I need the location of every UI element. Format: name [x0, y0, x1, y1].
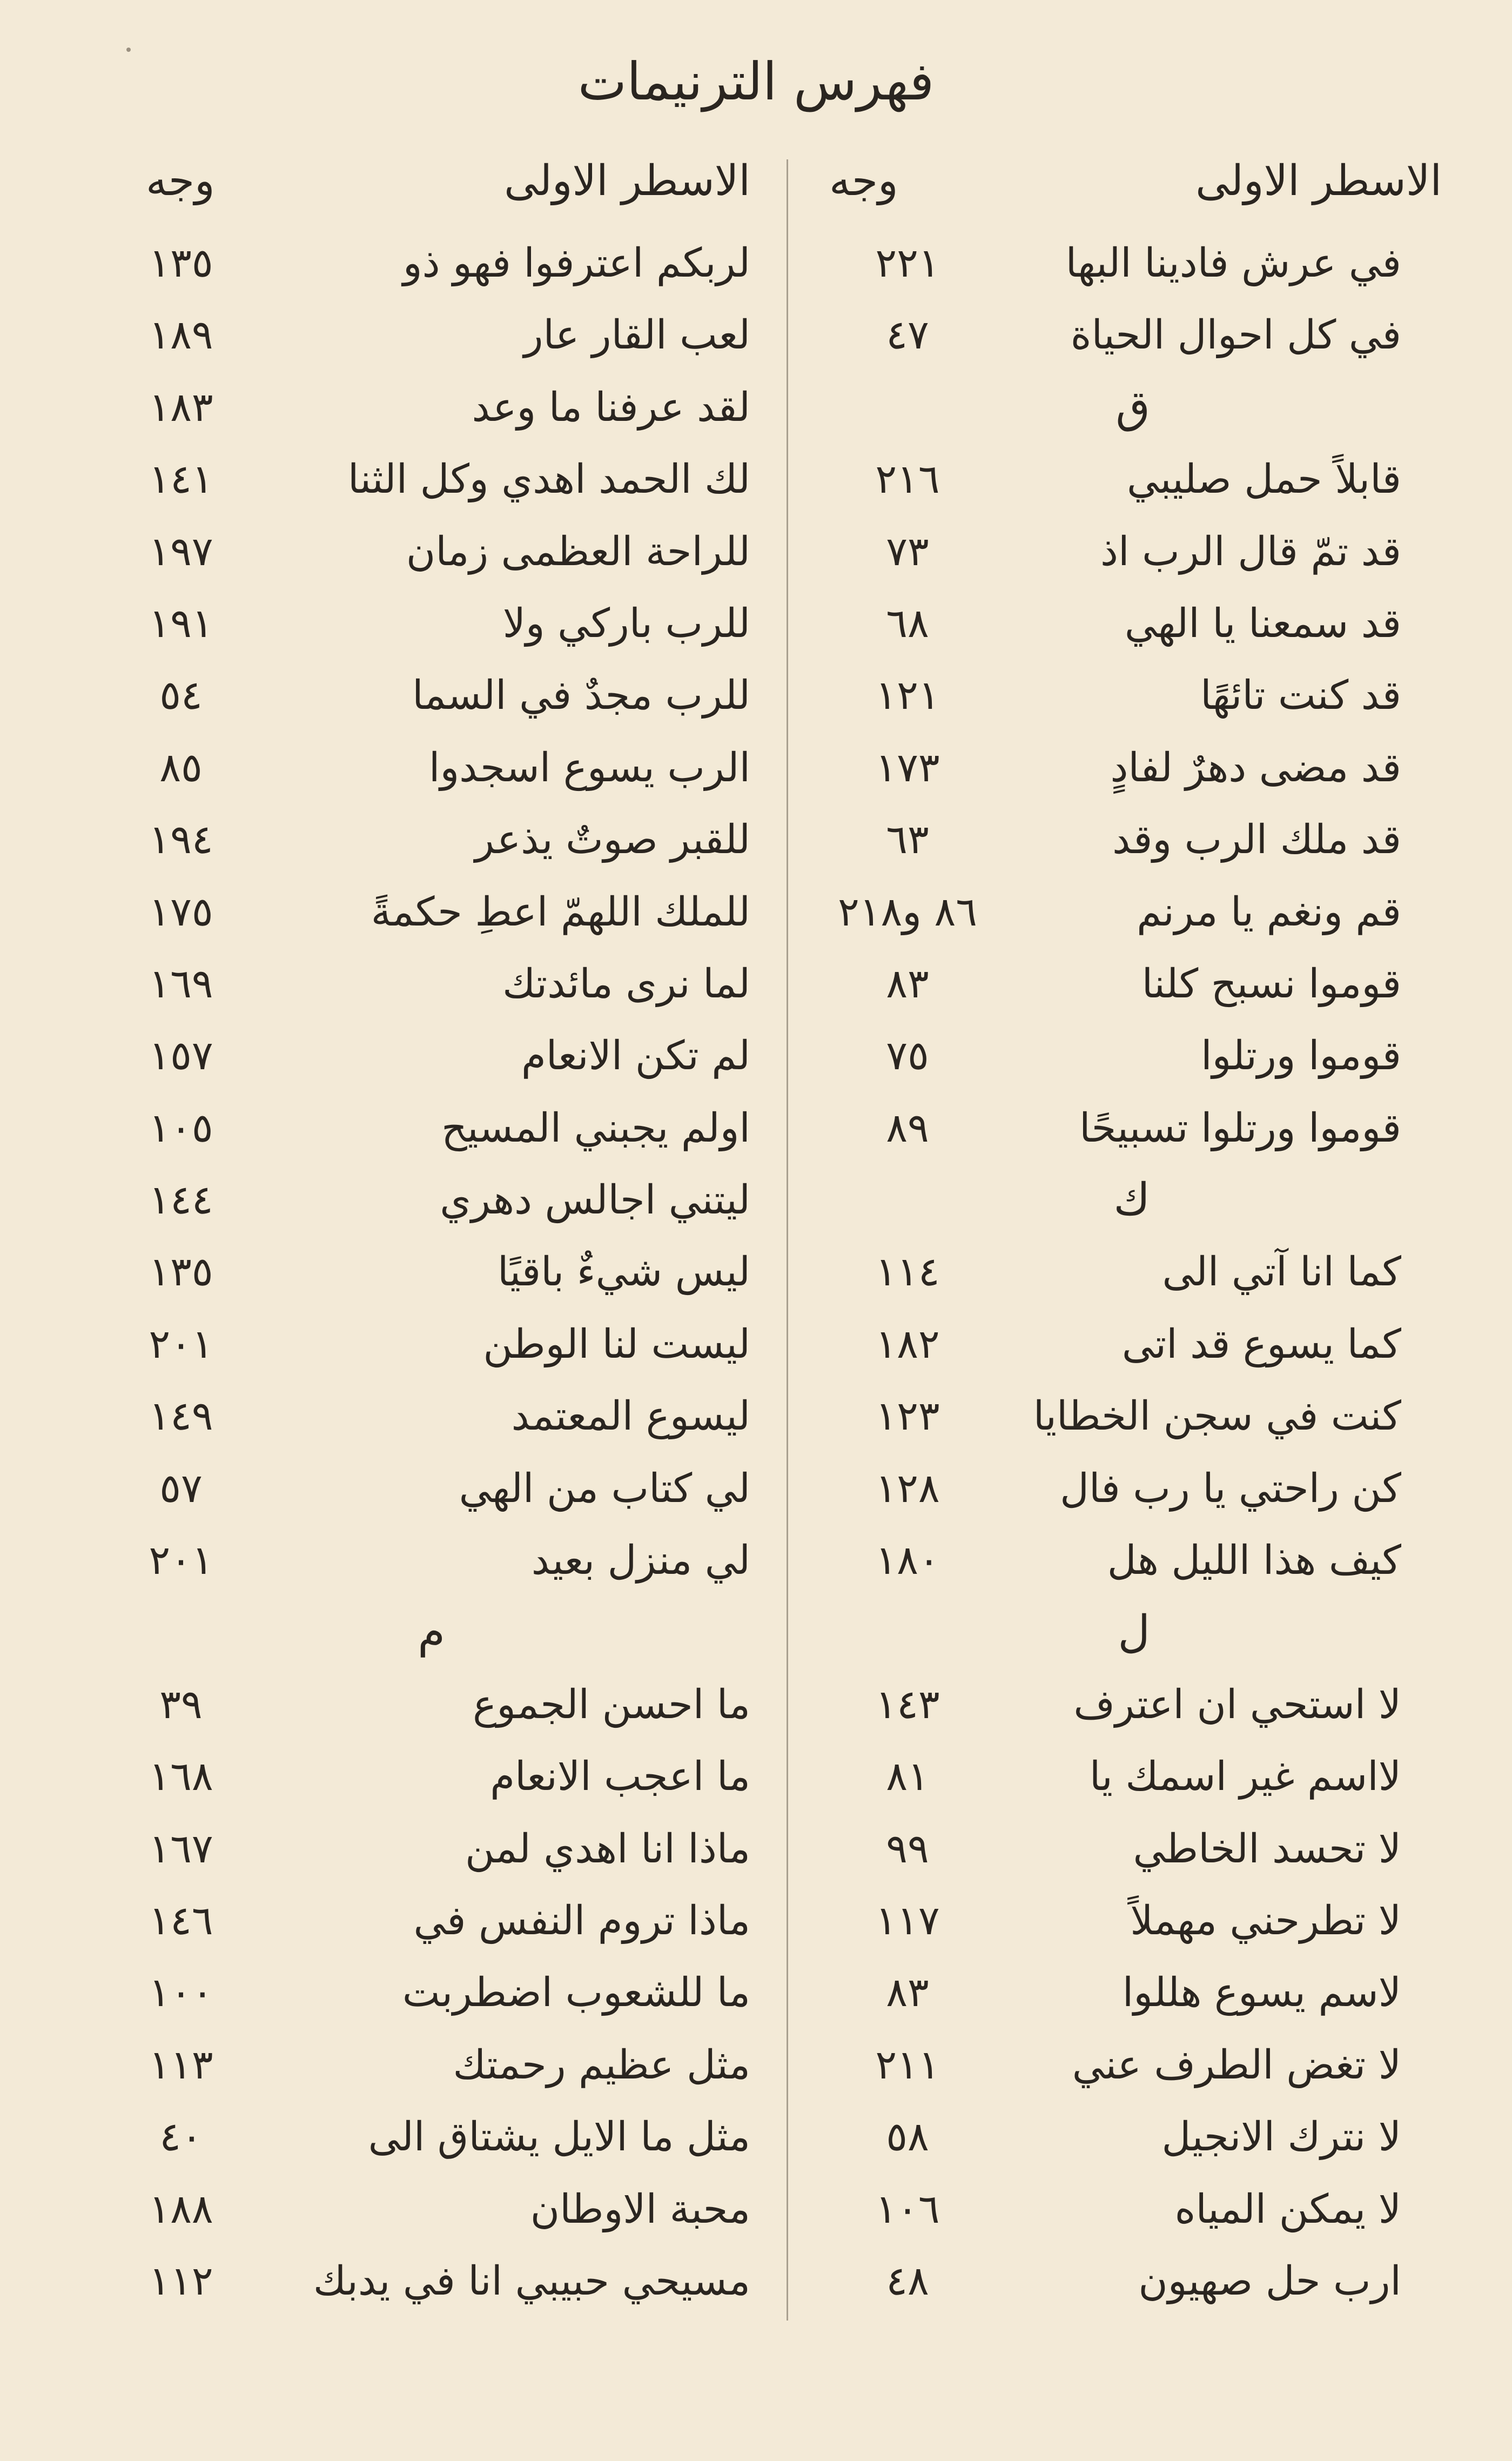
index-row: [0, 1170, 1512, 1242]
page-number: ١١٢: [149, 2257, 213, 2304]
page-number: ١١٧: [875, 1897, 940, 1944]
index-row: [0, 1315, 1512, 1386]
page-number: ٤٧: [886, 312, 929, 359]
hymn-first-line: قم ونغم يا مرنم: [1137, 888, 1401, 935]
section-letter: م: [418, 1606, 445, 1658]
index-row: [0, 1386, 1512, 1458]
hymn-first-line: كما انا آتي الى: [1162, 1249, 1401, 1296]
page-number: ٨١: [886, 1753, 929, 1800]
page-number: ١٩٤: [149, 816, 213, 863]
hymn-first-line: كن راحتي يا رب فال: [1060, 1465, 1401, 1512]
hymn-first-line: للرب مجدٌ في السما: [412, 672, 750, 719]
section-letter: ك: [1113, 1174, 1150, 1226]
hymn-first-line: قوموا ورتلوا تسبيحًا: [1079, 1104, 1401, 1151]
hymn-first-line: لاسم يسوع هللوا: [1122, 1969, 1401, 2016]
index-row: [0, 810, 1512, 882]
hymn-first-line: كما يسوع قد اتى: [1121, 1320, 1401, 1367]
page-number: ١٢١: [875, 672, 940, 719]
page-number: ١٨٩: [149, 312, 213, 359]
page-number: ٧٥: [886, 1032, 929, 1079]
page-number: ٢١١: [875, 2041, 940, 2088]
page-number: ١٤٣: [875, 1681, 940, 1728]
page-number: ٥٤: [159, 672, 203, 719]
index-row: [0, 1963, 1512, 2035]
index-row: [0, 1459, 1512, 1531]
hymn-first-line: محبة الاوطان: [530, 2185, 750, 2232]
page-number: ٨٣: [886, 960, 929, 1007]
hymn-first-line: كيف هذا الليل هل: [1107, 1537, 1401, 1584]
hymn-first-line: للملك اللهمّ اعطِ حكمةً: [371, 888, 750, 935]
page-number: ١٨٣: [149, 384, 213, 431]
page-number: ٨٥: [159, 744, 203, 791]
index-row: [0, 522, 1512, 594]
index-row: [0, 233, 1512, 305]
page-number: ١١٣: [149, 2041, 213, 2088]
hymn-first-line: ليست لنا الوطن: [483, 1320, 750, 1367]
section-letter: ل: [1118, 1606, 1150, 1658]
index-row: [0, 2035, 1512, 2107]
page-number: ٢٢١: [875, 240, 940, 286]
hymn-first-line: مسيحي حبيبي انا في يدبك: [313, 2257, 750, 2304]
page-number: ١٦٧: [149, 1825, 213, 1872]
hymn-first-line: للرب باركي ولا: [502, 600, 750, 647]
hymn-first-line: لي منزل بعيد: [531, 1537, 750, 1584]
index-row: [0, 594, 1512, 666]
hymn-first-line: لي كتاب من الهي: [459, 1465, 750, 1512]
page-number: ٧٣: [886, 528, 929, 575]
page-number: ٨٦ و٢١٨: [837, 888, 977, 935]
hymn-first-line: مثل عظيم رحمتك: [453, 2041, 750, 2088]
hymn-first-line: قد سمعنا يا الهي: [1124, 600, 1401, 647]
index-row: [0, 954, 1512, 1026]
hymn-first-line: لااسم غير اسمك يا: [1089, 1753, 1401, 1800]
page-number: ١٧٣: [875, 744, 940, 791]
hymn-first-line: في عرش فادينا البها: [1065, 240, 1401, 286]
hymn-first-line: قد مضى دهرٌ لفادٍ: [1110, 744, 1401, 791]
hymn-first-line: ليتني اجالس دهري: [440, 1177, 750, 1224]
page-number: ١١٤: [875, 1249, 940, 1296]
page-number: ١٠٠: [149, 1969, 213, 2016]
left-title-header: الاسطر الاولى: [504, 157, 750, 205]
page-number: ١٨٠: [875, 1537, 940, 1584]
hymn-first-line: لا تطرحني مهملاً: [1130, 1897, 1401, 1944]
page-number: ١٤٩: [149, 1393, 213, 1440]
page-number: ٢١٦: [875, 456, 940, 503]
hymn-first-line: قوموا نسبح كلنا: [1141, 960, 1401, 1007]
page-number: ١٦٩: [149, 960, 213, 1007]
hymn-first-line: قد تمّ قال الرب اذ: [1100, 528, 1401, 575]
page-number: ٦٣: [886, 816, 929, 863]
page-number: ٨٩: [886, 1104, 929, 1151]
page-number: ٤٠: [159, 2114, 203, 2161]
page-number: ٨٣: [886, 1969, 929, 2016]
page-number: ١٤٦: [149, 1897, 213, 1944]
hymn-first-line: مثل ما الايل يشتاق الى: [368, 2114, 750, 2161]
page-number: ١٠٥: [149, 1104, 213, 1151]
hymn-first-line: الرب يسوع اسجدوا: [428, 744, 750, 791]
page-title: فهرس الترنيمات: [577, 51, 935, 112]
index-row: [0, 1819, 1512, 1891]
page-number: ١٤٤: [149, 1177, 213, 1224]
hymn-first-line: قد كنت تائهًا: [1200, 672, 1401, 719]
hymn-first-line: لا تغض الطرف عني: [1072, 2041, 1401, 2088]
hymn-first-line: للقبر صوتٌ يذعر: [475, 816, 750, 863]
hymn-first-line: لا يمكن المياه: [1174, 2185, 1401, 2232]
hymn-first-line: لك الحمد اهدي وكل الثنا: [347, 456, 750, 503]
page-number: ١٨٨: [149, 2185, 213, 2232]
hymn-first-line: لم تكن الانعام: [521, 1032, 750, 1079]
hymn-first-line: لا تحسد الخاطي: [1133, 1825, 1401, 1872]
right-title-header: الاسطر الاولى: [1195, 157, 1442, 205]
page-number: ٣٩: [159, 1681, 203, 1728]
index-row: [0, 2251, 1512, 2323]
hymn-first-line: قوموا ورتلوا: [1201, 1032, 1401, 1079]
page-number: ١٢٣: [875, 1393, 940, 1440]
hymn-first-line: لعب القار عار: [523, 312, 750, 359]
hymn-first-line: ماذا تروم النفس في: [413, 1897, 750, 1944]
hymn-first-line: في كل احوال الحياة: [1070, 312, 1401, 359]
page-number: ٦٨: [886, 600, 929, 647]
index-rows: [0, 233, 1512, 2323]
page-number: ١٣٥: [149, 240, 213, 286]
hymn-first-line: ليسوع المعتمد: [511, 1393, 750, 1440]
index-row: [0, 450, 1512, 521]
hymn-first-line: ماذا انا اهدي لمن: [465, 1825, 750, 1872]
index-row: [0, 2107, 1512, 2179]
index-row: [0, 1026, 1512, 1098]
page-number: ١٧٥: [149, 888, 213, 935]
hymn-first-line: لا استحي ان اعترف: [1073, 1681, 1401, 1728]
index-row: [0, 1675, 1512, 1747]
page-number: ١٤١: [149, 456, 213, 503]
index-row: [0, 666, 1512, 737]
index-row: [0, 1891, 1512, 1963]
page-number: ٢٠١: [149, 1320, 213, 1367]
index-row: [0, 882, 1512, 954]
page-number: ١٩١: [149, 600, 213, 647]
index-row: [0, 1242, 1512, 1314]
section-letter: ق: [1115, 381, 1150, 433]
hymn-first-line: ما اعجب الانعام: [490, 1753, 750, 1800]
hymn-first-line: للراحة العظمى زمان: [406, 528, 750, 575]
index-row: [0, 738, 1512, 810]
page-number: ١٠٦: [875, 2185, 940, 2232]
index-row: [0, 1602, 1512, 1674]
page-number: ٢٠١: [149, 1537, 213, 1584]
index-row: [0, 1747, 1512, 1819]
index-row: [0, 1098, 1512, 1170]
page-number: ١٣٥: [149, 1249, 213, 1296]
hymn-first-line: اولم يجبني المسيح: [441, 1104, 750, 1151]
page-number: ٥٨: [886, 2114, 929, 2161]
index-row: [0, 1531, 1512, 1602]
hymn-first-line: ارب حل صهيون: [1138, 2257, 1401, 2304]
right-page-header: وجه: [829, 157, 898, 205]
hymn-first-line: ما للشعوب اضطربت: [402, 1969, 750, 2016]
index-row: [0, 2180, 1512, 2251]
hymn-first-line: كنت في سجن الخطايا: [1033, 1393, 1401, 1440]
page-number: ١٥٧: [149, 1032, 213, 1079]
hymn-first-line: لا نترك الانجيل: [1161, 2114, 1401, 2161]
page-number: ٥٧: [159, 1465, 203, 1512]
page-number: ١٦٨: [149, 1753, 213, 1800]
hymn-first-line: ليس شيءٌ باقيًا: [497, 1249, 750, 1296]
left-page-header: وجه: [146, 157, 215, 205]
index-row: [0, 378, 1512, 450]
page-number: ٩٩: [886, 1825, 929, 1872]
hymn-first-line: ما احسن الجموع: [473, 1681, 750, 1728]
hymn-first-line: لما نرى مائدتك: [502, 960, 750, 1007]
index-row: [0, 305, 1512, 377]
hymn-first-line: قد ملك الرب وقد: [1112, 816, 1401, 863]
hymn-first-line: لربكم اعترفوا فهو ذو: [402, 240, 750, 286]
page-number: ١٨٢: [875, 1320, 940, 1367]
hymn-first-line: قابلاً حمل صليبي: [1127, 456, 1401, 503]
page-number: ١٩٧: [149, 528, 213, 575]
page-number: ١٢٨: [875, 1465, 940, 1512]
hymn-first-line: لقد عرفنا ما وعد: [472, 384, 750, 431]
page-number: ٤٨: [886, 2257, 929, 2304]
